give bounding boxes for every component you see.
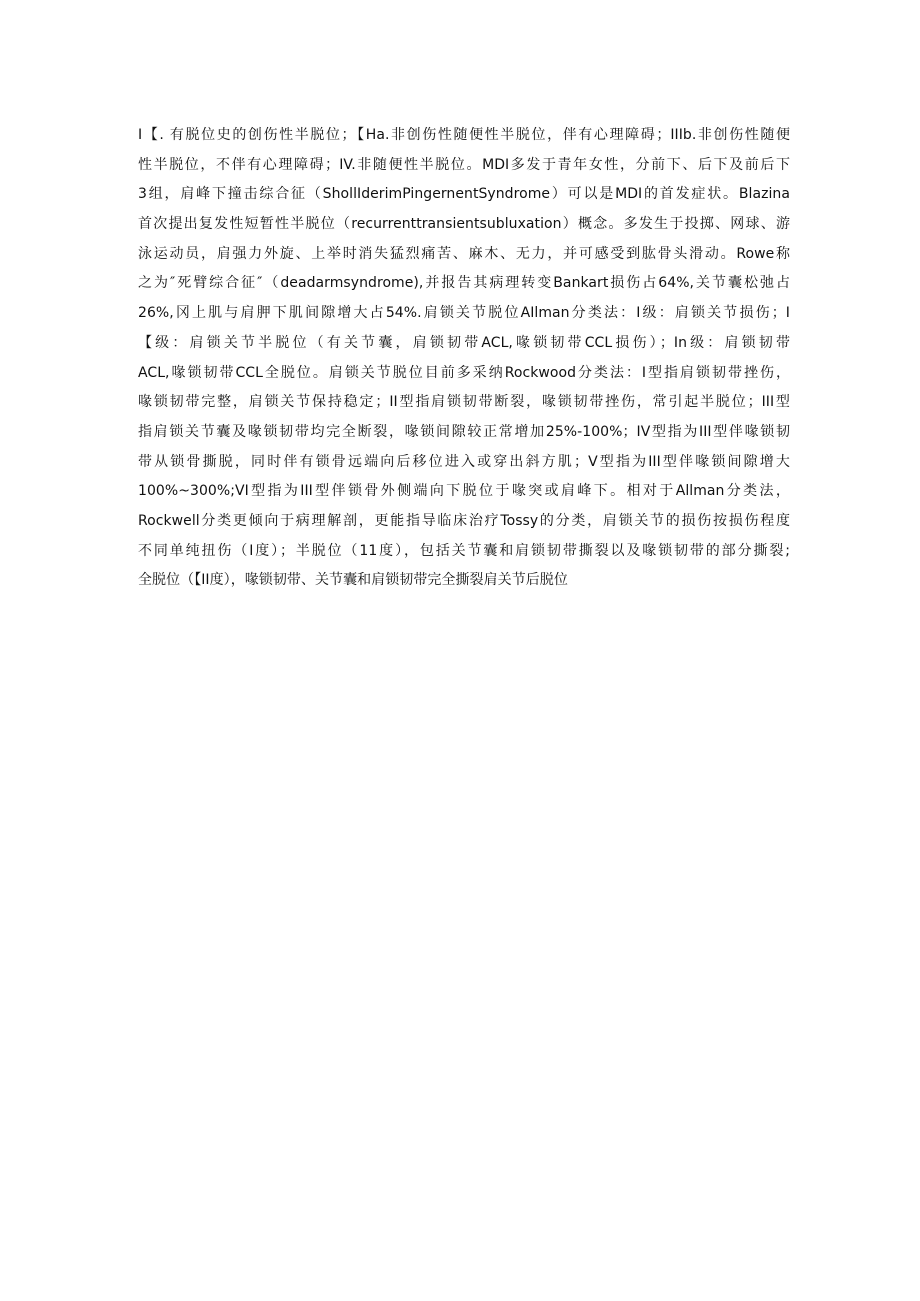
text-line-last: 全脱位（【II度），喙锁韧带、关节囊和肩锁韧带完全撕裂肩关节后脱位 xyxy=(138,572,568,589)
text-line: ACL,喙锁韧带CCL全脱位。肩锁关节脱位目前多采纳Rockwood分类法：I型指肩锁韧带挫伤， xyxy=(138,364,790,381)
text-line: Rockwell分类更倾向于病理解剖，更能指导临床治疗Tossy的分类，肩锁关节的损伤按损伤程度 xyxy=(138,512,790,529)
text-line: 之为″死臂综合征″（deadarmsyndrome),并报告其病理转变Bankart损伤占64%,关节囊松弛占 xyxy=(138,275,790,292)
text-line: 喙锁韧带完整，肩锁关节保持稳定；II型指肩锁韧带断裂，喙锁韧带挫伤，常引起半脱位；III型 xyxy=(138,394,790,411)
body-paragraph xyxy=(138,121,790,596)
text-line: 3组，肩峰下撞击综合征（ShollIderimPingernentSyndrome）可以是MDI的首发症状。Blazina xyxy=(138,186,790,203)
text-line: 带从锁骨撕脱，同时伴有锁骨远端向后移位进入或穿出斜方肌；V型指为III型伴喙锁间隙增大 xyxy=(138,453,790,470)
text-line: 100%~300%;VI型指为III型伴锁骨外侧端向下脱位于喙突或肩峰下。相对于Allman分类法， xyxy=(138,483,790,500)
text-line: 26%,冈上肌与肩胛下肌间隙增大占54%.肩锁关节脱位AIlman分类法：I级：肩锁关节损伤；I xyxy=(138,305,790,322)
text-line: 性半脱位，不伴有心理障碍；IV.非随便性半脱位。MDI多发于青年女性，分前下、后下及前后下 xyxy=(138,156,790,173)
text-line: 首次提出复发性短暂性半脱位（recurrenttransientsubluxation）概念。多发生于投掷、网球、游 xyxy=(138,216,790,233)
text-line: 【级：肩锁关节半脱位（有关节囊，肩锁韧带ACL,喙锁韧带CCL损伤）；In级：肩锁韧带 xyxy=(138,334,790,351)
text-line: I【. 有脱位史的创伤性半脱位；【Ha.非创伤性随便性半脱位，伴有心理障碍；IIIb.非创伤性随便 xyxy=(138,127,790,143)
text-line: 指肩锁关节囊及喙锁韧带均完全断裂，喙锁间隙较正常增加25%-100%；IV型指为III型伴喙锁韧 xyxy=(138,423,790,440)
text-line: 泳运动员，肩强力外旋、上举时消失猛烈痛苦、麻木、无力，并可感受到肱骨头滑动。Rowe称 xyxy=(138,245,790,262)
text-line: 不同单纯扭伤（I度）；半脱位（11度），包括关节囊和肩锁韧带撕裂以及喙锁韧带的部分撕裂; xyxy=(138,542,790,559)
